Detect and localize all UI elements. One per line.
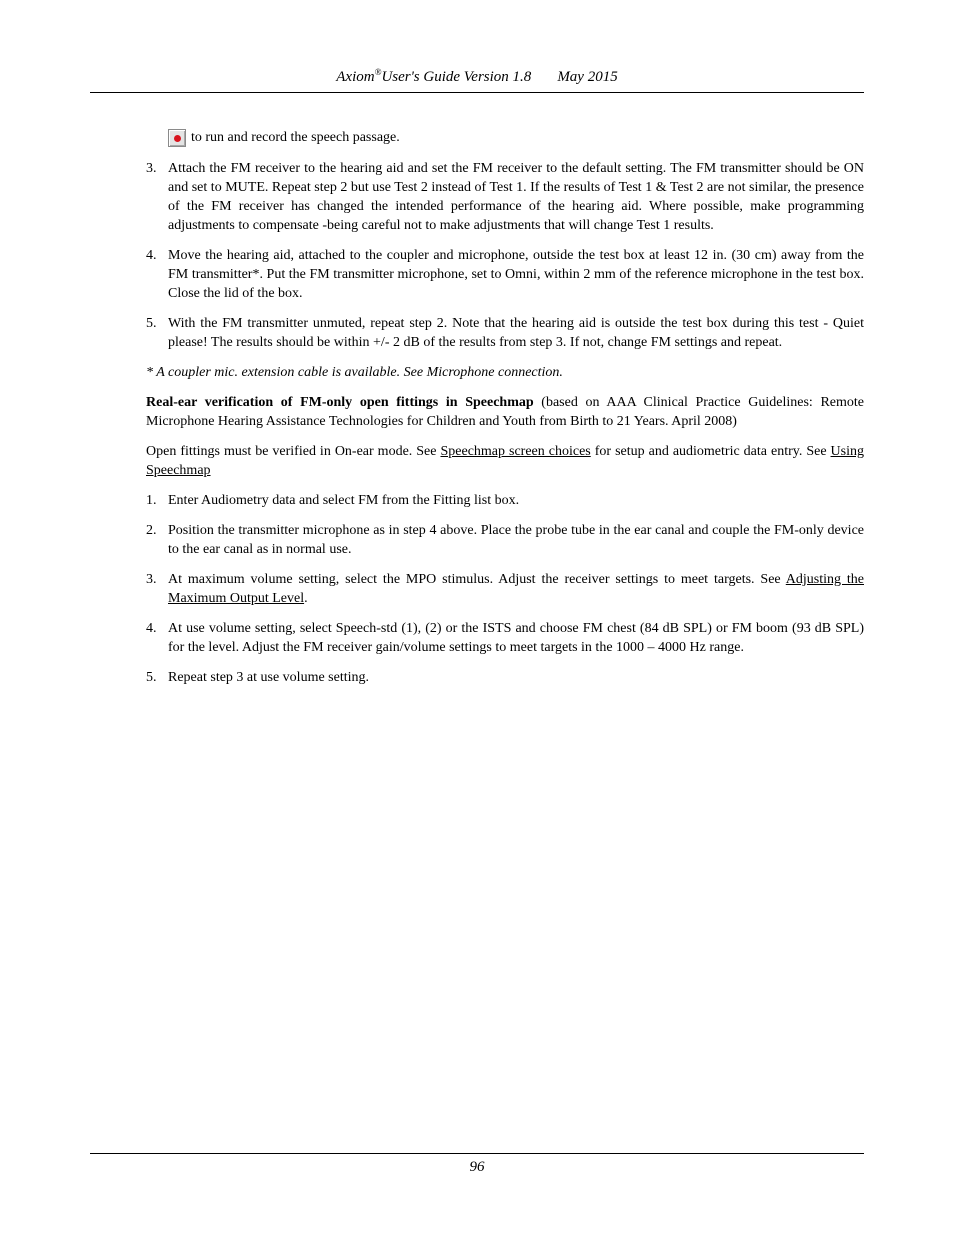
- header-date: May 2015: [557, 69, 618, 85]
- list-item-number: 2.: [146, 523, 157, 538]
- list-item: [146, 246, 864, 303]
- list-item-text: At use volume setting, select Speech-std (1), (2) or the ISTS and choose FM chest (84 dB SPL) or FM boom (93 dB SPL) for the level. Adjust the FM receiver gain/volume settings to meet targets in the 1000 – 4000 Hz range.: [168, 621, 864, 655]
- footer-rule: [90, 1153, 864, 1154]
- lead-line: [168, 128, 864, 147]
- adjusting-max-output-link[interactable]: Adjusting the Maximum Output Level: [168, 572, 864, 606]
- list-item-text: Repeat step 3 at use volume setting.: [168, 670, 370, 685]
- footnote: * A coupler mic. extension cable is available. See Microphone connection.: [146, 365, 563, 380]
- list-item-number: 4.: [146, 248, 157, 263]
- list-item: [146, 491, 864, 510]
- fm-test-steps-list: [146, 159, 864, 352]
- header-rule: [90, 92, 864, 93]
- list-item-text: Attach the FM receiver to the hearing aid and set the FM receiver to the default setting. The FM transmitter should be ON and set to MUTE. Repeat step 2 but use Test 2 instead of Test 1. If the results of Test 1 & Test 2 are not similar, the presence of the FM receiver has changed the intended performance of the hearing aid. Where possible, make programming adjustments to compensate -being careful not to make adjustments that will change Test 1 results.: [168, 161, 864, 233]
- list-item-text-after: .: [304, 591, 308, 606]
- list-item-number: 5.: [146, 316, 157, 331]
- open-fitting-steps-list: [146, 491, 864, 687]
- list-item: [146, 521, 864, 559]
- intro-text-1: Open fittings must be verified in On-ear mode. See: [146, 444, 441, 459]
- list-item-text: Position the transmitter microphone as in step 4 above. Place the probe tube in the ear canal and couple the FM-only device to the ear canal as in normal use.: [168, 523, 864, 557]
- list-item: [146, 570, 864, 608]
- intro-paragraph: [146, 442, 864, 480]
- list-item-number: 1.: [146, 493, 157, 508]
- page-header: [90, 68, 864, 87]
- using-speechmap-link[interactable]: Using Speechmap: [146, 444, 864, 478]
- document-body: [146, 128, 864, 698]
- registered-mark: ®: [374, 67, 382, 77]
- list-item: [146, 159, 864, 235]
- list-item-text: Move the hearing aid, attached to the coupler and microphone, outside the test box at least 12 in. (30 cm) away from the FM transmitter*. Put the FM transmitter microphone, set to Omni, within 2 mm of the reference microphone in the test box. Close the lid of the box.: [168, 248, 864, 301]
- list-item-text: Enter Audiometry data and select FM from the Fitting list box.: [168, 493, 520, 508]
- lead-text: to run and record the speech passage.: [191, 130, 400, 145]
- page-number: 96: [469, 1159, 485, 1175]
- list-item-number: 3.: [146, 572, 157, 587]
- record-button-icon: [168, 129, 186, 147]
- section-title: Real-ear verification of FM-only open fittings in Speechmap: [146, 395, 534, 410]
- list-item: [146, 668, 864, 687]
- header-brand: Axiom: [336, 69, 375, 85]
- list-item-text: At maximum volume setting, select the MPO stimulus. Adjust the receiver settings to meet targets. See: [168, 572, 786, 587]
- list-item-text: With the FM transmitter unmuted, repeat step 2. Note that the hearing aid is outside the test box during this test - Quiet please! The results should be within +/- 2 dB of the results from step 3. If not, change FM settings and repeat.: [168, 316, 864, 350]
- speechmap-screen-choices-link[interactable]: Speechmap screen choices: [440, 444, 591, 459]
- header-guide: User's Guide Version 1.8: [381, 69, 532, 85]
- list-item-number: 3.: [146, 161, 157, 176]
- list-item-number: 4.: [146, 621, 157, 636]
- list-item: [146, 619, 864, 657]
- section-heading-paragraph: [146, 393, 864, 431]
- section-title-rest: (based on AAA Clinical Practice Guidelines: Remote Microphone Hearing Assistance Technologies for Children and Youth from Birth to 21 Years. April 2008): [146, 395, 864, 429]
- list-item: [146, 314, 864, 352]
- intro-text-2: for setup and audiometric data entry. See: [590, 444, 831, 459]
- list-item-number: 5.: [146, 670, 157, 685]
